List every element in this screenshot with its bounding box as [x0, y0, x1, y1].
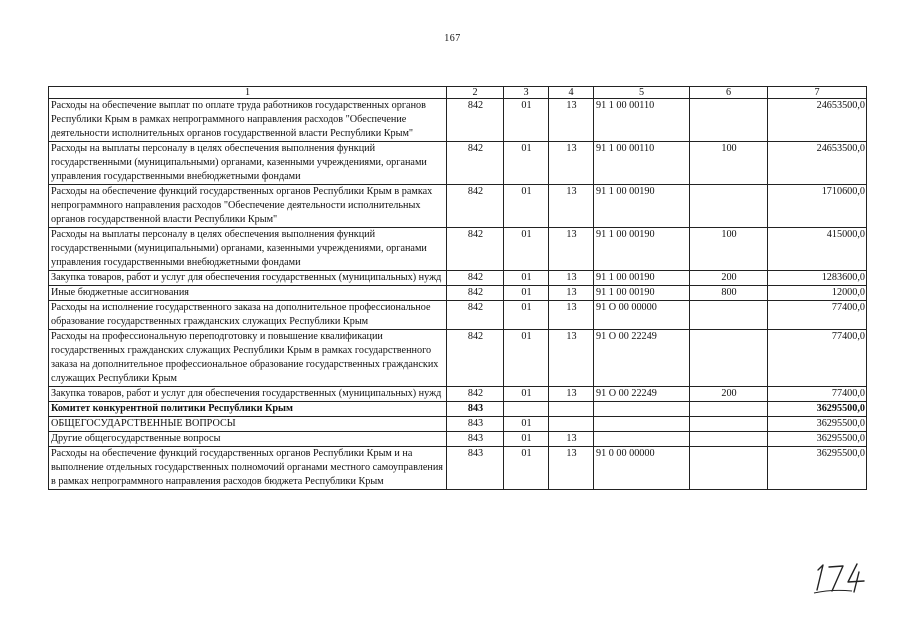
- cell-admin-code: 842: [447, 271, 504, 286]
- cell-admin-code: 843: [447, 432, 504, 447]
- table-row: [49, 447, 867, 490]
- cell-amount: 77400,0: [768, 330, 867, 387]
- cell-admin-code: 842: [447, 142, 504, 185]
- cell-name: Расходы на обеспечение функций государственных органов Республики Крым в рамках непрограммного направления расходов "Обеспечение деятельности исполнительных органов государственной власти Республики Крым": [49, 185, 447, 228]
- cell-subsection: [549, 402, 594, 417]
- cell-amount: 36295500,0: [768, 447, 867, 490]
- cell-amount: 36295500,0: [768, 432, 867, 447]
- cell-expense-type: [690, 447, 768, 490]
- cell-name: Другие общегосударственные вопросы: [49, 432, 447, 447]
- cell-name: Закупка товаров, работ и услуг для обеспечения государственных (муниципальных) нужд: [49, 387, 447, 402]
- cell-target-article: 91 О 00 22249: [594, 387, 690, 402]
- cell-section: 01: [504, 432, 549, 447]
- cell-section: 01: [504, 387, 549, 402]
- cell-expense-type: [690, 402, 768, 417]
- cell-expense-type: 100: [690, 142, 768, 185]
- table-body: [49, 99, 867, 490]
- cell-amount: 77400,0: [768, 301, 867, 330]
- cell-subsection: 13: [549, 330, 594, 387]
- table-row: [49, 99, 867, 142]
- header-col-6: 6: [690, 87, 768, 99]
- cell-name: Расходы на выплаты персоналу в целях обеспечения выполнения функций государственными (муниципальными) органами, казенными учреждениями, органами управления государственными внебюджетными фондами: [49, 142, 447, 185]
- header-col-1: 1: [49, 87, 447, 99]
- cell-admin-code: 843: [447, 447, 504, 490]
- cell-name: Иные бюджетные ассигнования: [49, 286, 447, 301]
- cell-amount: 12000,0: [768, 286, 867, 301]
- table-row: [49, 330, 867, 387]
- cell-expense-type: [690, 432, 768, 447]
- table-header-row: [49, 87, 867, 99]
- cell-section: 01: [504, 271, 549, 286]
- cell-subsection: 13: [549, 286, 594, 301]
- table-row: [49, 228, 867, 271]
- cell-target-article: 91 1 00 00110: [594, 142, 690, 185]
- handwritten-page-number-mark: [812, 560, 868, 594]
- cell-subsection: 13: [549, 432, 594, 447]
- cell-subsection: 13: [549, 185, 594, 228]
- cell-expense-type: 200: [690, 271, 768, 286]
- cell-admin-code: 842: [447, 387, 504, 402]
- table-row: [49, 271, 867, 286]
- page-number: 167: [444, 33, 461, 44]
- cell-subsection: 13: [549, 271, 594, 286]
- cell-name: Расходы на профессиональную переподготовку и повышение квалификации государственных гражданских служащих Республики Крым в рамках государственного заказа на дополнительное профессиональное образование государственных гражданских служащих Республики Крым: [49, 330, 447, 387]
- header-col-2: 2: [447, 87, 504, 99]
- cell-amount: 77400,0: [768, 387, 867, 402]
- table-row: [49, 301, 867, 330]
- header-col-5: 5: [594, 87, 690, 99]
- header-col-3: 3: [504, 87, 549, 99]
- cell-target-article: 91 1 00 00190: [594, 185, 690, 228]
- header-col-7: 7: [768, 87, 867, 99]
- cell-name: Расходы на обеспечение функций государственных органов Республики Крым и на выполнение отдельных государственных полномочий органами местного самоуправления в рамках непрограммного направления расходов бюджета Республики Крым: [49, 447, 447, 490]
- cell-target-article: 91 1 00 00190: [594, 286, 690, 301]
- cell-expense-type: [690, 417, 768, 432]
- cell-section: 01: [504, 185, 549, 228]
- table-row: [49, 185, 867, 228]
- cell-expense-type: [690, 185, 768, 228]
- cell-admin-code: 842: [447, 228, 504, 271]
- cell-admin-code: 842: [447, 99, 504, 142]
- cell-admin-code: 843: [447, 417, 504, 432]
- cell-section: 01: [504, 301, 549, 330]
- cell-admin-code: 842: [447, 301, 504, 330]
- cell-amount: 36295500,0: [768, 417, 867, 432]
- cell-target-article: 91 1 00 00110: [594, 99, 690, 142]
- cell-admin-code: 842: [447, 185, 504, 228]
- cell-amount: 24653500,0: [768, 99, 867, 142]
- table-row: [49, 142, 867, 185]
- cell-expense-type: [690, 99, 768, 142]
- cell-expense-type: [690, 330, 768, 387]
- cell-subsection: 13: [549, 142, 594, 185]
- cell-amount: 36295500,0: [768, 402, 867, 417]
- cell-amount: 415000,0: [768, 228, 867, 271]
- cell-name: ОБЩЕГОСУДАРСТВЕННЫЕ ВОПРОСЫ: [49, 417, 447, 432]
- cell-target-article: 91 О 00 00000: [594, 301, 690, 330]
- budget-expenditure-table: [48, 86, 867, 490]
- cell-section: [504, 402, 549, 417]
- cell-section: 01: [504, 286, 549, 301]
- cell-expense-type: 800: [690, 286, 768, 301]
- cell-subsection: 13: [549, 301, 594, 330]
- cell-amount: 24653500,0: [768, 142, 867, 185]
- table-row: [49, 417, 867, 432]
- cell-admin-code: 842: [447, 286, 504, 301]
- cell-target-article: 91 О 00 22249: [594, 330, 690, 387]
- cell-section: 01: [504, 330, 549, 387]
- cell-target-article: 91 1 00 00190: [594, 271, 690, 286]
- cell-expense-type: [690, 301, 768, 330]
- cell-target-article: 91 1 00 00190: [594, 228, 690, 271]
- cell-section: 01: [504, 99, 549, 142]
- cell-name: Расходы на выплаты персоналу в целях обеспечения выполнения функций государственными (муниципальными) органами, казенными учреждениями, органами управления государственными внебюджетными фондами: [49, 228, 447, 271]
- cell-name: Комитет конкурентной политики Республики Крым: [49, 402, 447, 417]
- cell-admin-code: 842: [447, 330, 504, 387]
- cell-subsection: 13: [549, 99, 594, 142]
- cell-name: Расходы на исполнение государственного заказа на дополнительное профессиональное образование государственных гражданских служащих Республики Крым: [49, 301, 447, 330]
- cell-section: 01: [504, 142, 549, 185]
- cell-subsection: 13: [549, 228, 594, 271]
- cell-expense-type: 200: [690, 387, 768, 402]
- cell-section: 01: [504, 228, 549, 271]
- cell-section: 01: [504, 447, 549, 490]
- table-row: [49, 286, 867, 301]
- cell-expense-type: 100: [690, 228, 768, 271]
- cell-name: Расходы на обеспечение выплат по оплате труда работников государственных органов Республики Крым в рамках непрограммного направления расходов "Обеспечение деятельности исполнительных органов государственной власти Республики Крым": [49, 99, 447, 142]
- table-row: [49, 387, 867, 402]
- cell-section: 01: [504, 417, 549, 432]
- cell-target-article: 91 0 00 00000: [594, 447, 690, 490]
- cell-admin-code: 843: [447, 402, 504, 417]
- header-col-4: 4: [549, 87, 594, 99]
- cell-target-article: [594, 417, 690, 432]
- cell-target-article: [594, 432, 690, 447]
- cell-subsection: 13: [549, 387, 594, 402]
- cell-name: Закупка товаров, работ и услуг для обеспечения государственных (муниципальных) нужд: [49, 271, 447, 286]
- table-row: [49, 402, 867, 417]
- cell-subsection: 13: [549, 447, 594, 490]
- cell-amount: 1283600,0: [768, 271, 867, 286]
- table-row: [49, 432, 867, 447]
- cell-target-article: [594, 402, 690, 417]
- cell-subsection: [549, 417, 594, 432]
- cell-amount: 1710600,0: [768, 185, 867, 228]
